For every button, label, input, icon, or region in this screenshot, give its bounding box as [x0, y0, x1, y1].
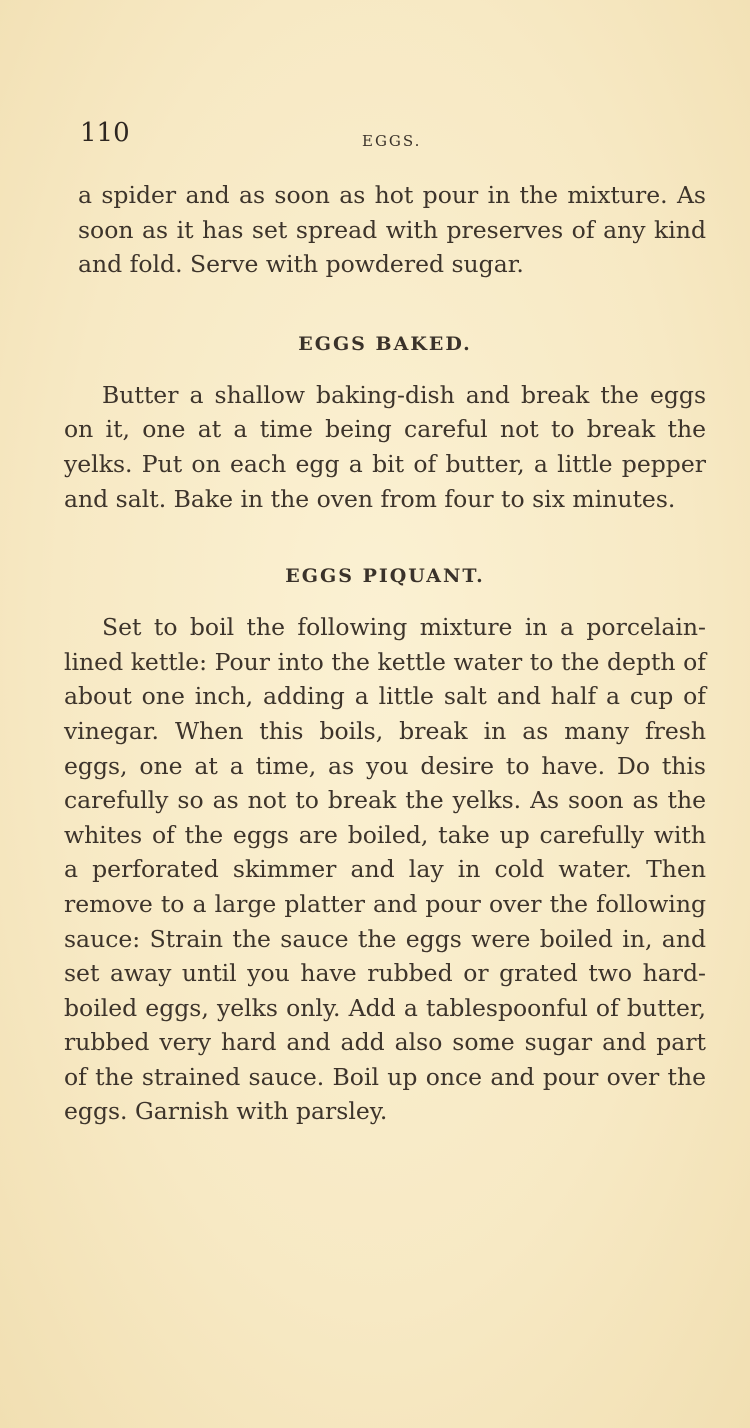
continuation-paragraph: a spider and as soon as hot pour in the mixture. As soon as it has set spread with preserves of any kind and fold. Serve with powdered sugar. [78, 181, 706, 279]
eggs-baked-paragraph: Butter a shallow baking-dish and break the eggs on it, one at a time being careful not to break the yelks. Put on each egg a bit of butter, a little pepper and salt. Bake in the oven from four to six minutes. [64, 380, 706, 513]
heading-eggs-piquant: EGGS PIQUANT. [285, 565, 485, 588]
heading-eggs-baked: EGGS BAKED. [298, 332, 472, 355]
running-head: EGGS. [362, 132, 422, 150]
page-number: 110 [80, 118, 130, 148]
page-header [80, 118, 700, 158]
page-body [64, 178, 706, 1129]
eggs-piquant-paragraph: Set to boil the following mixture in a porcelain-lined kettle: Pour into the kettle water to the depth of about one inch, adding a little salt and half a cup of vinegar. When this boils, break in as many fresh eggs, one at a time, as you desire to have. Do this carefully so as not to break the yelks. As soon as the whites of the eggs are boiled, take up carefully with a perforated skimmer and lay in cold water. Then remove to a large platter and pour over the following sauce: Strain the sauce the eggs were boiled in, and set away until you have rubbed or grated two hard-boiled eggs, yelks only. Add a tablespoonful of butter, rubbed very hard and add also some sugar and part of the strained sauce. Boil up once and pour over the eggs. Garnish with parsley. [64, 613, 706, 1126]
